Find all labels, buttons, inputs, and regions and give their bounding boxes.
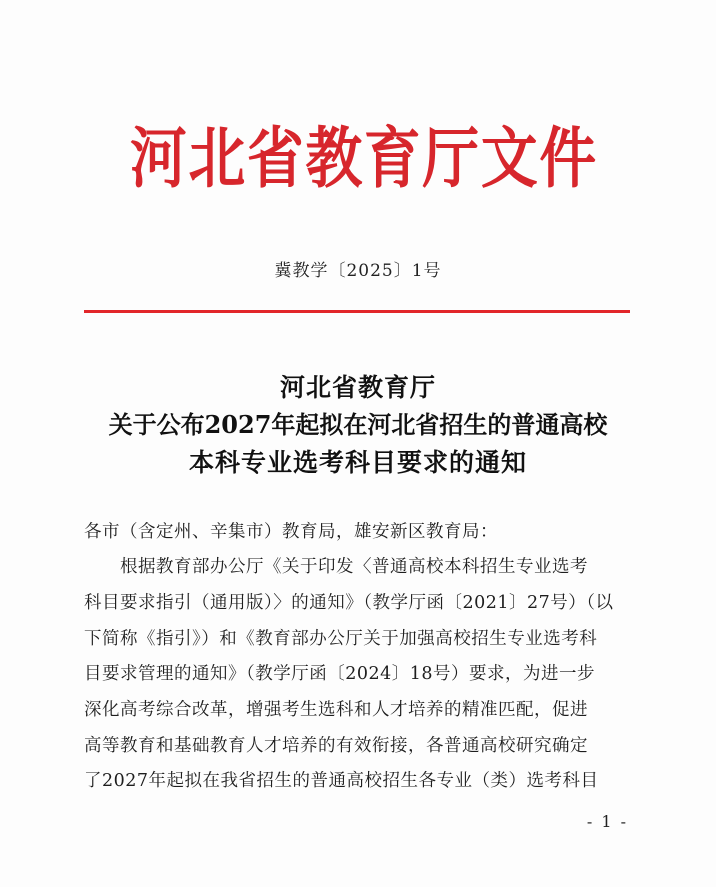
red-divider-line bbox=[84, 310, 630, 313]
document-number: 冀教学〔2025〕1号 bbox=[274, 261, 442, 281]
body-line: 根据教育部办公厅《关于印发〈普通高校本科招生专业选考 bbox=[84, 557, 588, 577]
body-line: 了2027年起拟在我省招生的普通高校招生各专业（类）选考科目 bbox=[84, 771, 599, 791]
body-line: 高等教育和基础教育人才培养的有效衔接，各普通高校研究确定 bbox=[84, 736, 588, 756]
title-line-1: 河北省教育厅 bbox=[279, 373, 436, 402]
body-line: 目要求管理的通知》（教学厅函〔2024〕18号）要求，为进一步 bbox=[84, 664, 596, 684]
body-line: 下简称《指引》）和《教育部办公厅关于加强高校招生专业选考科 bbox=[84, 629, 598, 649]
title-line-2: 关于公布2027年起拟在河北省招生的普通高校 bbox=[108, 410, 608, 439]
body-line: 科目要求指引（通用版）〉的通知》（教学厅函〔2021〕27号）（以 bbox=[84, 593, 614, 613]
body-line: 深化高考综合改革，增强考生选科和人才培养的精准匹配，促进 bbox=[84, 700, 588, 720]
page-number: - 1 - bbox=[586, 812, 628, 831]
title-line-3: 本科专业选考科目要求的通知 bbox=[188, 448, 527, 477]
masthead-title: 河北省教育厅文件 bbox=[130, 119, 598, 197]
salutation: 各市（含定州、辛集市）教育局，雄安新区教育局： bbox=[84, 522, 498, 542]
